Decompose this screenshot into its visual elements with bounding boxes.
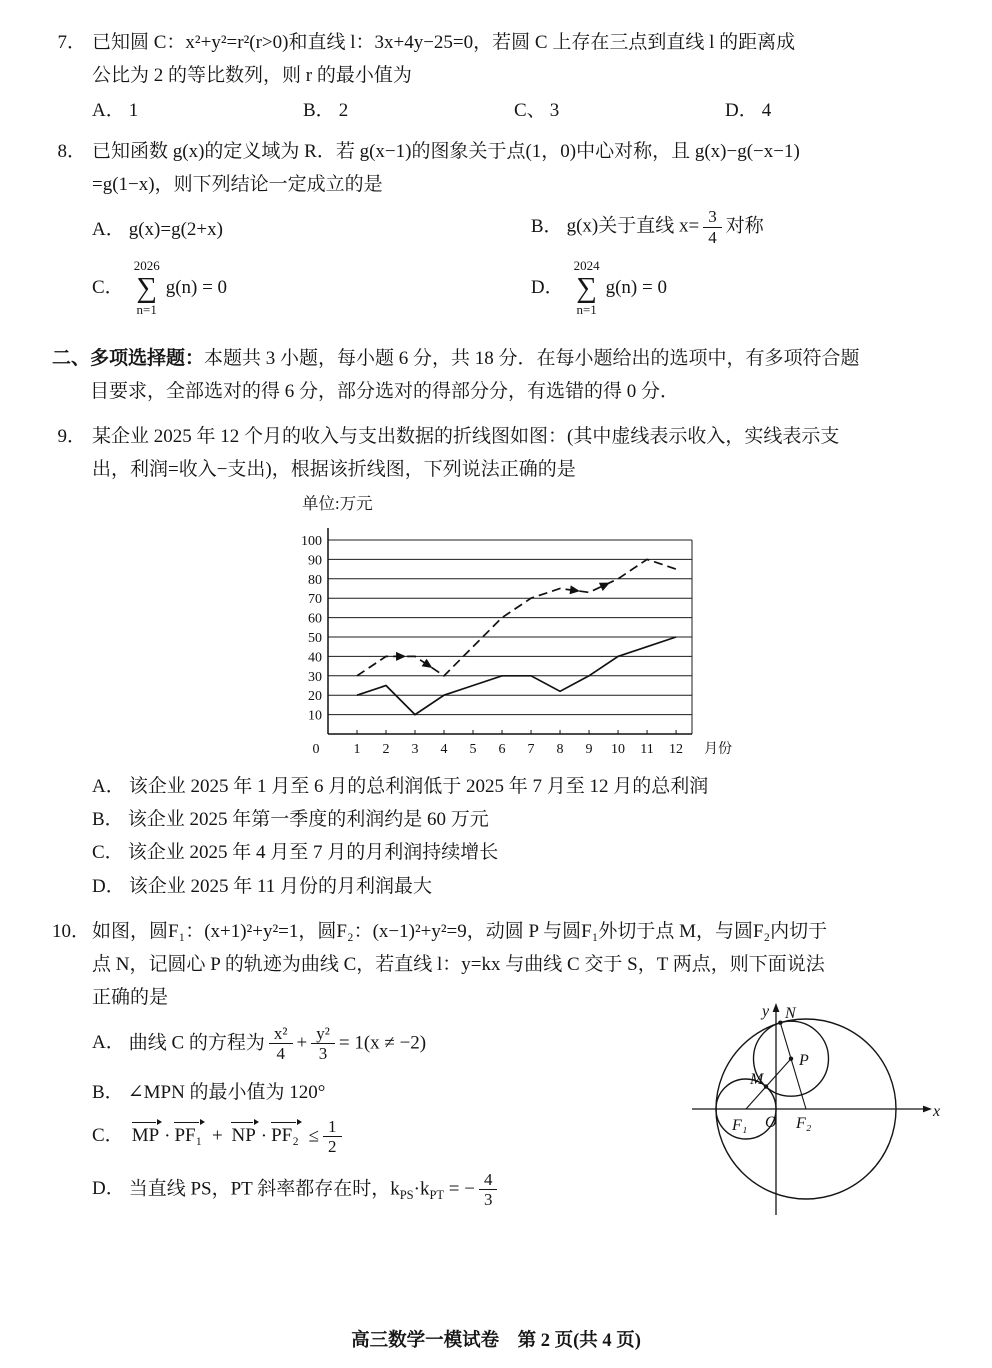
option-text: 该企业 2025 年 1 月至 6 月的总利润低于 2025 年 7 月至 12 月的总利润 <box>128 776 709 798</box>
option-label: D． <box>530 277 564 299</box>
plus-sign: + <box>296 1032 308 1054</box>
figure-label-F1: F₁ <box>732 1116 748 1134</box>
vector-NP: NP <box>229 1121 258 1147</box>
svg-text:30: 30 <box>308 670 322 686</box>
question-number: 10． <box>52 920 91 942</box>
option-formula: g(x)关于直线 x= <box>566 215 700 237</box>
svg-text:5: 5 <box>469 742 477 758</box>
footer-page-info: 高三数学一模试卷 第 2 页(共 4 页) <box>351 1331 641 1351</box>
fraction <box>479 1170 498 1210</box>
option-value: 3 <box>549 100 560 122</box>
less-equal-sign: ≤ <box>308 1125 320 1147</box>
q7-options <box>92 94 936 127</box>
q10-option-d <box>92 1170 652 1210</box>
figure-label-N: N <box>785 1004 796 1022</box>
question-text-line: 出，利润=收入−支出)，根据该折线图，下列说法正确的是 <box>92 459 576 481</box>
option-text: 该企业 2025 年 11 月份的月利润最大 <box>128 875 433 897</box>
equals-minus: = − <box>448 1178 475 1200</box>
svg-text:9: 9 <box>585 742 593 758</box>
sigma-symbol: ∑ <box>576 272 597 305</box>
svg-text:50: 50 <box>308 631 322 647</box>
option-text: 当直线 PS，PT 斜率都存在时， <box>128 1178 391 1200</box>
question-number: 7． <box>57 32 86 53</box>
x-axis-arrow <box>923 1105 932 1112</box>
fraction-numerator: 3 <box>703 207 722 228</box>
q10-figure-block <box>676 999 944 1233</box>
question-text-line: 正确的是 <box>92 986 169 1008</box>
question-9 <box>52 420 936 902</box>
svg-text:70: 70 <box>308 592 322 608</box>
svg-text:90: 90 <box>308 553 322 569</box>
section-description: 目要求，全部选对的得 6 分，部分选对的得部分分，有选错的得 0 分． <box>90 381 680 403</box>
question-8 <box>52 135 936 318</box>
option-label: B． <box>303 100 335 122</box>
svg-text:80: 80 <box>308 573 322 589</box>
svg-text:7: 7 <box>527 742 535 758</box>
question-10 <box>52 915 941 1210</box>
q8-options <box>92 207 936 318</box>
svg-text:100: 100 <box>301 534 322 550</box>
q7-option-d <box>725 94 936 127</box>
section-title: 二、多项选择题： <box>52 348 205 370</box>
figure-label-O: O <box>765 1113 777 1131</box>
option-text: 该企业 2025 年第一季度的利润约是 60 万元 <box>127 809 489 831</box>
sigma-symbol: ∑ <box>136 272 158 305</box>
svg-text:1: 1 <box>353 742 361 758</box>
q9-option-a <box>92 770 936 803</box>
sum-upper-limit: 2024 <box>573 258 600 274</box>
question-text-line: 如图，圆F₁：(x+1)²+y²=1，圆F₂：(x−1)²+y²=9，动圆 P 与圆F₁外切于点 M，与圆F₂内切于 <box>92 920 828 942</box>
option-label: B． <box>92 809 124 831</box>
option-label: B． <box>92 1081 124 1103</box>
svg-text:60: 60 <box>308 611 322 627</box>
dot-operator: · <box>260 1125 268 1147</box>
option-formula: = 1(x ≠ −2) <box>338 1032 427 1054</box>
svg-text:3: 3 <box>411 742 419 758</box>
fraction <box>703 207 722 247</box>
question-text-line: 点 N，记圆心 P 的轨迹为曲线 C，若直线 l：y=kx 与曲线 C 交于 S，T 两点，则下面说法 <box>92 953 825 975</box>
plus-sign: + <box>212 1125 223 1147</box>
y-axis-arrow <box>773 1003 780 1012</box>
svg-text:11: 11 <box>640 742 654 758</box>
option-label: A． <box>92 100 125 122</box>
option-text: ∠MPN 的最小值为 120° <box>127 1081 326 1103</box>
fraction-numerator: y² <box>311 1024 335 1045</box>
svg-text:6: 6 <box>498 742 506 758</box>
question-number: 8． <box>57 141 86 163</box>
q8-option-b <box>531 207 936 247</box>
chart-block <box>292 490 936 766</box>
subscript-PT: PT <box>429 1188 445 1203</box>
fraction-numerator: 1 <box>323 1117 342 1138</box>
svg-text:10: 10 <box>611 742 626 758</box>
figure-label-P: P <box>799 1051 809 1069</box>
option-text: 该企业 2025 年 4 月至 7 月的月利润持续增长 <box>127 842 499 864</box>
option-label: C． <box>92 842 124 864</box>
option-value: 1 <box>128 100 139 122</box>
section-2-header <box>52 342 936 408</box>
sum-upper-limit: 2026 <box>133 258 160 274</box>
option-label: A． <box>92 776 125 798</box>
question-text-line: 已知函数 g(x)的定义域为 R．若 g(x−1)的图象关于点(1，0)中心对称，且 g(x)−g(−x−1) <box>92 141 800 163</box>
question-number: 9． <box>57 426 86 448</box>
dot-operator: · <box>164 1125 171 1147</box>
svg-text:月份: 月份 <box>704 742 732 758</box>
option-value: 2 <box>338 100 349 122</box>
option-label: B． <box>530 215 563 237</box>
figure-label-F2: F₂ <box>796 1114 812 1132</box>
fraction-denominator: 2 <box>328 1137 337 1157</box>
slope-k: k <box>419 1178 430 1200</box>
fraction-denominator: 4 <box>708 227 717 247</box>
option-formula: g(x)=g(2+x) <box>128 218 223 240</box>
option-label: D． <box>92 875 125 897</box>
svg-text:40: 40 <box>308 650 322 666</box>
option-label: A． <box>92 1032 125 1054</box>
q10-option-c <box>92 1117 652 1157</box>
slope-k: k <box>390 1178 400 1200</box>
point-N <box>778 1020 782 1024</box>
fraction-numerator: 4 <box>479 1170 498 1191</box>
option-formula: 曲线 C 的方程为 <box>128 1032 265 1054</box>
svg-text:4: 4 <box>440 742 448 758</box>
option-label: C． <box>92 277 124 299</box>
option-label: C、 <box>514 100 546 122</box>
q9-option-b <box>92 803 936 836</box>
question-text-line: =g(1−x)，则下列结论一定成立的是 <box>92 174 383 196</box>
q9-option-c <box>92 836 936 869</box>
section-description: 本题共 3 小题，每小题 6 分，共 18 分．在每小题给出的选项中，有多项符合题 <box>204 348 860 370</box>
q8-option-a <box>92 214 531 241</box>
figure-label-M: M <box>750 1070 764 1088</box>
q7-option-a <box>92 94 303 127</box>
fraction-denominator: 4 <box>276 1044 285 1064</box>
option-label: D． <box>725 100 758 122</box>
q7-option-c <box>514 94 725 127</box>
point-P <box>789 1056 793 1060</box>
vector-MP: MP <box>130 1121 162 1147</box>
q10-options <box>92 1024 652 1210</box>
figure-label-x: x <box>933 1102 941 1120</box>
q10-option-b <box>92 1077 652 1104</box>
q9-option-d <box>92 870 936 903</box>
svg-text:20: 20 <box>308 689 322 705</box>
fraction <box>311 1024 335 1064</box>
option-label: A． <box>92 218 125 240</box>
vector-PF2: PF₂ <box>269 1121 302 1147</box>
q10-figure <box>676 999 944 1227</box>
option-formula: g(n) = 0 <box>165 277 228 299</box>
option-label: C． <box>92 1125 124 1147</box>
fraction <box>323 1117 342 1157</box>
vector-PF1: PF₁ <box>172 1121 205 1147</box>
fraction-denominator: 3 <box>318 1044 328 1064</box>
option-formula: 对称 <box>725 215 764 237</box>
summation <box>574 259 600 318</box>
q8-option-c <box>92 259 531 318</box>
option-value: 4 <box>761 100 772 122</box>
fraction-numerator: x² <box>269 1024 293 1045</box>
question-text-line: 已知圆 C：x²+y²=r²(r>0)和直线 l：3x+4y−25=0，若圆 C 上存在三点到直线 l 的距离成 <box>92 32 796 53</box>
sum-lower-limit: n=1 <box>576 302 597 318</box>
svg-text:12: 12 <box>669 742 684 758</box>
fraction <box>269 1024 293 1064</box>
svg-text:8: 8 <box>556 742 564 758</box>
option-formula: g(n) = 0 <box>605 277 667 299</box>
summation <box>134 259 160 318</box>
q8-option-d <box>531 259 936 318</box>
subscript-PS: PS <box>399 1188 414 1203</box>
svg-text:2: 2 <box>382 742 390 758</box>
option-label: D． <box>92 1178 125 1200</box>
profit-line-chart <box>292 516 747 760</box>
svg-text:10: 10 <box>308 708 322 724</box>
fraction-denominator: 3 <box>483 1190 493 1210</box>
question-text-line: 某企业 2025 年 12 个月的收入与支出数据的折线图如图：(其中虚线表示收入，实线表示支 <box>92 426 840 448</box>
question-7 <box>52 26 936 127</box>
dot-operator: · <box>413 1178 420 1200</box>
q9-options <box>92 770 936 902</box>
section-line <box>52 342 936 375</box>
q7-option-b <box>303 94 514 127</box>
sum-lower-limit: n=1 <box>136 302 157 318</box>
chart-unit-label: 单位:万元 <box>302 494 373 514</box>
svg-text:0: 0 <box>312 742 320 758</box>
q10-option-a <box>92 1024 652 1064</box>
question-text-line: 公比为 2 的等比数列，则 r 的最小值为 <box>92 65 412 87</box>
figure-label-y: y <box>762 1002 770 1020</box>
point-M <box>764 1084 768 1088</box>
